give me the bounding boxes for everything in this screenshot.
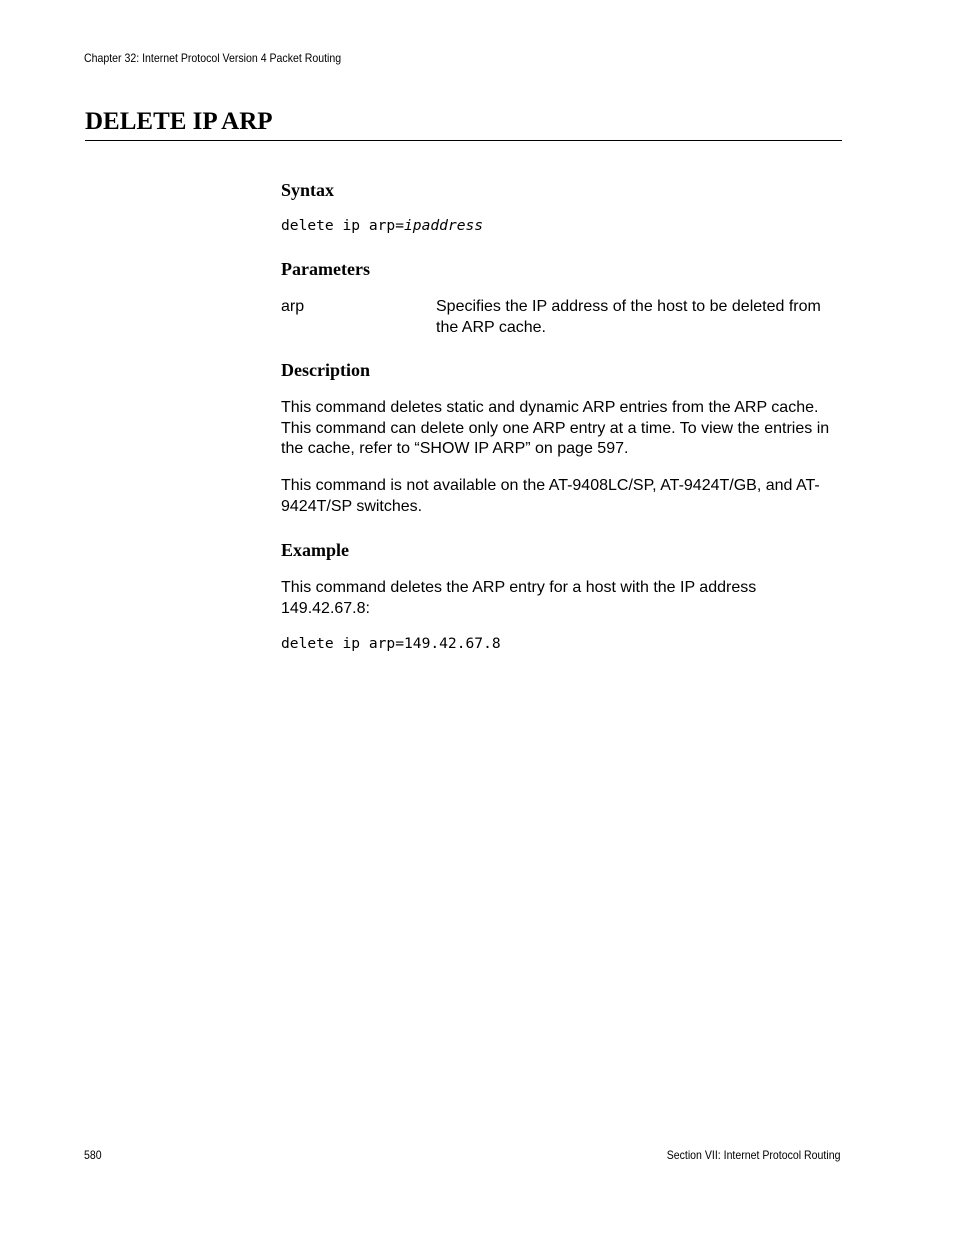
page-number: 580 [84,1148,102,1162]
syntax-command [281,216,483,236]
parameters-heading: Parameters [281,259,370,279]
running-header: Chapter 32: Internet Protocol Version 4 Packet Routing [84,51,342,65]
syntax-argument: ipaddress [404,217,484,234]
description-heading: Description [281,360,370,380]
syntax-command-text: delete ip arp= [281,217,405,234]
example-heading: Example [281,540,350,560]
footer-section: Section VII: Internet Protocol Routing [666,1148,840,1162]
syntax-heading: Syntax [281,180,335,200]
page-title: DELETE IP ARP [85,108,273,135]
example-command: delete ip arp=149.42.67.8 [281,635,501,652]
parameter-description: Specifies the IP address of the host to be deleted from the ARP cache. [436,298,821,336]
description-paragraph-1: This command deletes static and dynamic ARP entries from the ARP cache. This command can delete only one ARP entry at a time. To view the entries in the cache, refer to “SHOW IP ARP” on page 597. [281,399,830,457]
example-text: This command deletes the ARP entry for a host with the IP address 149.42.67.8: [281,579,757,617]
title-rule [85,140,842,141]
parameter-name: arp [281,298,305,315]
description-paragraph-2: This command is not available on the AT-9408LC/SP, AT-9424T/GB, and AT-9424T/SP switches. [281,477,820,515]
